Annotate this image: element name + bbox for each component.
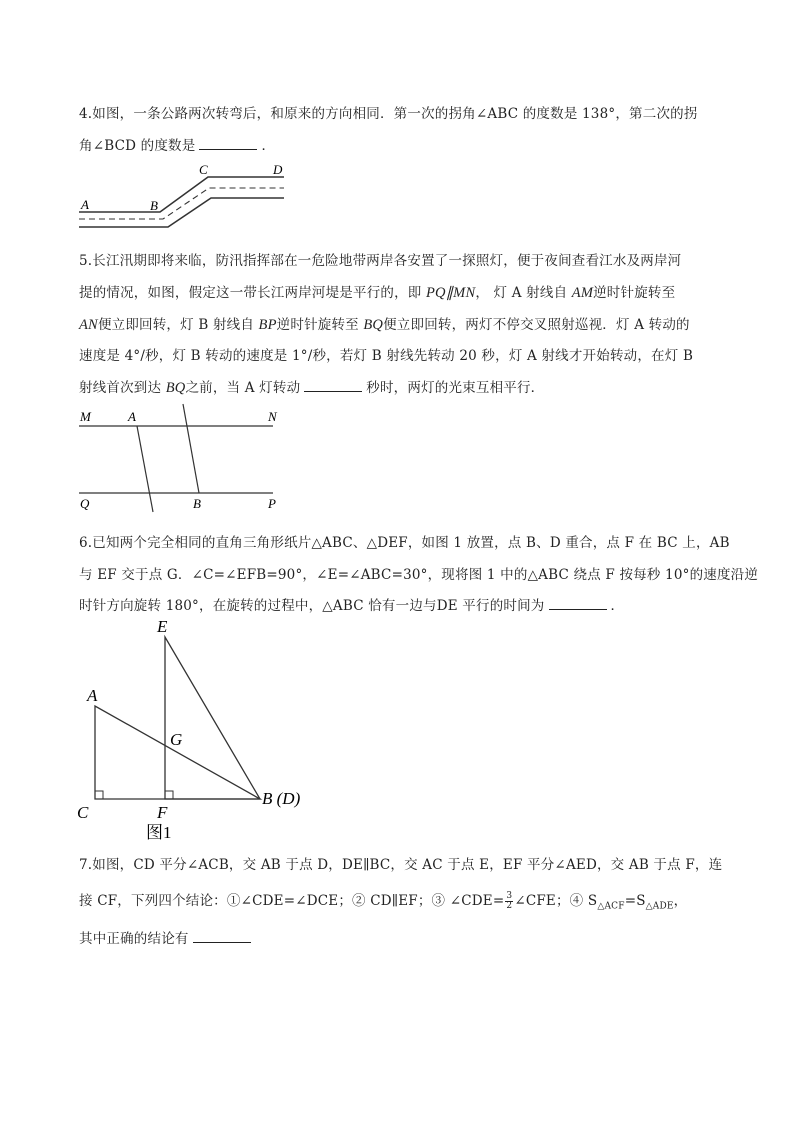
q6-answer-blank[interactable]: [549, 597, 607, 610]
q5-beam-b: [183, 404, 199, 493]
q4-road-upper-edge: [79, 177, 284, 212]
q6-label-f: F: [157, 803, 168, 822]
q6-line-2: 与 EF 交于点 G．∠C=∠EFB=90°，∠E=∠ABC=30°，现将图 1 中的△ABC 绕点 F 按每秒 10°的速度沿逆: [79, 567, 759, 583]
q4-line-1: 4.如图，一条公路两次转弯后，和原来的方向相同．第一次的拐角∠ABC 的度数是 138°，第二次的拐: [79, 106, 698, 122]
q4-line-2-text: 角∠BCD 的度数是: [79, 138, 196, 154]
q7-subscript-ade: △ADE: [645, 901, 674, 912]
q6-figure-caption: 图1: [146, 823, 172, 842]
q7-fraction: [505, 892, 513, 911]
q7-line-2-text-b: ∠CFE；④ S: [514, 893, 598, 909]
q4-label-a: A: [81, 197, 89, 212]
q6-label-e: E: [157, 617, 168, 636]
q5-answer-blank[interactable]: [304, 379, 362, 392]
q6-label-c: C: [77, 803, 89, 822]
q7-line-2-text-c: =S: [624, 893, 646, 909]
q7-line-1: 7.如图，CD 平分∠ACB，交 AB 于点 D，DE∥BC，交 AC 于点 E，EF 平分∠AED，交 AB 于点 F，连: [79, 857, 723, 873]
q6-triangles-figure: [95, 637, 260, 799]
q5-line-2-text-e: 逆时针旋转至: [593, 285, 676, 301]
q6-right-angle-f: [165, 791, 173, 799]
q7-line-2-text-d: ，: [673, 893, 688, 909]
q5-line-3: [79, 313, 690, 334]
q5-line-5-text-c: 之前，当 A 灯转动: [185, 380, 301, 396]
q7-line-3: [79, 927, 255, 947]
q5-label-q: Q: [80, 496, 90, 511]
q6-label-g: G: [170, 730, 183, 749]
q5-line-5-text-a: 射线首次到达: [79, 380, 166, 396]
q5-bp: BP: [258, 317, 277, 333]
q5-line-5: [79, 376, 544, 397]
q5-line-2: [79, 281, 675, 302]
q5-line-3-text-d: 逆时针旋转至: [276, 317, 364, 333]
q6-triangle-def: [165, 637, 260, 799]
q6-line-3-end: ．: [610, 598, 625, 614]
q6-label-a: A: [87, 686, 98, 705]
q6-line-3: [79, 594, 624, 614]
q5-pq-mn: PQ∥MN: [426, 285, 476, 301]
q5-label-p: P: [268, 496, 276, 511]
q5-an: AN: [79, 317, 98, 333]
q7-answer-blank[interactable]: [193, 930, 251, 943]
q5-beam-a: [137, 426, 153, 512]
q5-line-2-text-c: ， 灯 A 射线自: [475, 285, 572, 301]
q6-label-b-d: B (D): [262, 789, 301, 808]
q5-label-a: A: [128, 409, 136, 424]
q4-label-c: C: [199, 162, 208, 177]
q6-right-angle-c: [95, 791, 103, 799]
q5-bq-2: BQ: [165, 380, 186, 396]
q7-line-2-text-a: 接 CF，下列四个结论：①∠CDE=∠DCE；② CD∥EF；③ ∠CDE=: [79, 893, 505, 909]
q5-line-3-text-b: 便立即回转，灯 B 射线自: [97, 317, 259, 333]
q5-line-3-text-f: 便立即回转，两灯不停交叉照射巡视．灯 A 转动的: [383, 317, 690, 333]
q5-label-b: B: [193, 496, 201, 511]
q7-subscript-acf: △ACF: [597, 901, 625, 912]
q6-triangle-abc: [95, 706, 260, 799]
q5-line-1: 5.长江汛期即将来临，防汛指挥部在一危险地带两岸各安置了一探照灯，便于夜间查看江水及两岸河: [79, 253, 682, 269]
q4-label-d: D: [273, 162, 283, 177]
q7-fraction-denominator: 2: [506, 901, 513, 911]
q5-line-4: 速度是 4°/秒，灯 B 转动的速度是 1°/秒，若灯 B 射线先转动 20 秒，灯 A 射线才开始转动，在灯 B: [79, 348, 694, 364]
q6-line-3-text: 时针方向旋转 180°，在旋转的过程中，△ABC 恰有一边与DE 平行的时间为: [79, 598, 545, 614]
q5-line-2-text-a: 提的情况，如图，假定这一带长江两岸河堤是平行的，即: [79, 285, 426, 301]
q4-road-figure: [79, 177, 284, 227]
q4-line-2-end: ．: [261, 138, 276, 154]
q5-bq: BQ: [363, 317, 384, 333]
q5-am: AM: [571, 285, 594, 301]
q4-road-center-dash: [79, 188, 284, 219]
q6-line-1: 6.已知两个完全相同的直角三角形纸片△ABC、△DEF，如图 1 放置，点 B、D 重合，点 F 在 BC 上，AB: [79, 535, 730, 551]
q5-label-n: N: [268, 409, 277, 424]
q4-label-b: B: [150, 198, 158, 213]
q5-label-m: M: [80, 409, 91, 424]
q7-line-2: [79, 889, 687, 912]
q7-fraction-numerator: 3: [506, 891, 513, 901]
q5-river-figure: [79, 404, 273, 512]
q7-line-3-text: 其中正确的结论有: [79, 931, 189, 947]
q5-line-5-text-d: 秒时，两灯的光束互相平行．: [366, 380, 545, 396]
